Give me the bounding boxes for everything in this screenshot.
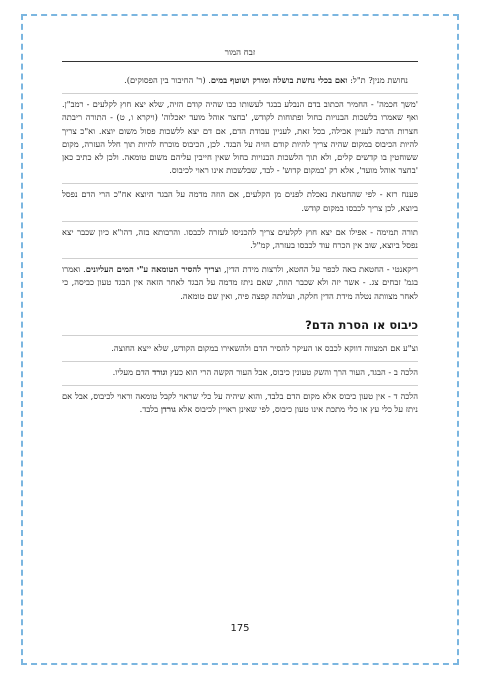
header-title: זבח המור [224, 48, 256, 58]
paragraph-paneach-raza: פענח רזא - לפי שהחטאת נאכלת לפנים מן הקלעים, אם הוזה מדמה על הבגד היוצא אח"כ הרי הדם נפסל ביוצא, לכן צריך לכבסו במקום קודש. [62, 183, 418, 214]
paragraph-meshech-chochma: 'משך חכמה' - החמיר הכתוב בדם הנבלע בבגד לעשותו ככו שהיה קודם הזיה, שלא יצא חוץ לקלעים - רמב"ן. ואף שאמרו בלשכות הבנויות בחול ופתוחות לקודש, 'בחצר אוהל מועד יאכלוה' (ויקרא ו, ט) - התורה ריבתה חצרות הרבה לעניין אכילה, בכל זאת, לעניין עבודת הדם, אם דם יצא ללשכות פסול משום יוצא. וא"כ צריך להיות הכיבוס במקום שהיה צריך להיות קודם הזיה על הבגד. לכן, הכיבוס מוכרח להיות תוך חלל העזרה, מקום ששוחטין בו קדשים קלים, ולא תוך הלשכות הבנויות בחול שאין חייבין עליהם משום טומאה. ולכן לא כתיב כאן 'בחצר אוהל מועד', אלא רק 'במקום קדוש' - לבד, שבלשכות אינו ראוי לכיבוס. [62, 93, 418, 177]
bold-word: גורדן [160, 404, 176, 415]
paragraph-halacha-bet [62, 361, 418, 379]
page-number: 175 [230, 623, 250, 634]
bold-word: וגורד [152, 367, 168, 378]
text-run: . (ר' החיבור בין הפסוקים). [124, 75, 211, 85]
text-run: הלכה ב - הבגד, העור הרך והשק טעונין כיבוס, אבל העור הקשה הרי הוא כעץ [167, 367, 418, 378]
paragraph-torah-temima: תורה תמימה - אפילו אם יצא חוץ לקלעים צריך להכניסו לעזרה לכבסו. והרבותא בזה, דהו"א כיון שכבר יצא נפסל ביוצא, שוב אין הכרח עוד לכבסו בעזרה, קמ"ל. [62, 221, 418, 252]
text-run: הדם מעליו. [112, 367, 153, 378]
section-heading: כיבוס או הסרת הדם? [62, 317, 418, 336]
running-header [62, 47, 418, 61]
text-run: נחושת מנין? ת"ל: [347, 75, 408, 85]
paragraph-halacha-dalet [62, 385, 418, 416]
text-run: . ואמרו בגמ' זבחים צג. - אשר יזה ולא שכבר הוזה, שאם ניתז מדמה על הבגד לאחר הזאה אין הבגד טעון כביסה, כי לאחר מצוותה נטלה מידת הדין חלקה, ועולתה קפצה פיה, ואין שם טומאה. [62, 264, 418, 301]
bold-quote: וצריך להסיר הטומאה ע"י המים העליונים [85, 264, 222, 275]
paragraph-rikanti [62, 258, 418, 303]
header-rule [62, 61, 418, 62]
bold-quote: ואם בכלי נחשת בושלה ומורק ושוטף במים [210, 75, 348, 85]
paragraph-section-intro: וצ"ע אם המצווה דווקא לכבס או העיקר להסיר הדם ולהשאירו במקום הקודש, שלא ייצא החוצה. [111, 342, 418, 353]
text-run: הלכה ד - אין טעון כיבוס אלא מקום הדם בלבד, והוא שיהיה על כלי שראוי לקבל טומאה וראוי לכיבוס, אבל אם ניתז על כלי עץ או כלי מתכת אינו טעון כיבוס, לפי שאינן ראויין לכיבוס אלא [62, 391, 418, 415]
page-body [62, 74, 418, 423]
paragraph-nechoshet [62, 74, 418, 87]
text-run: בלבד. [139, 404, 161, 415]
text-run: ריקאנטי - החטאת באה לכפר על החטא, ולרצות מידת הדין, [221, 264, 418, 275]
